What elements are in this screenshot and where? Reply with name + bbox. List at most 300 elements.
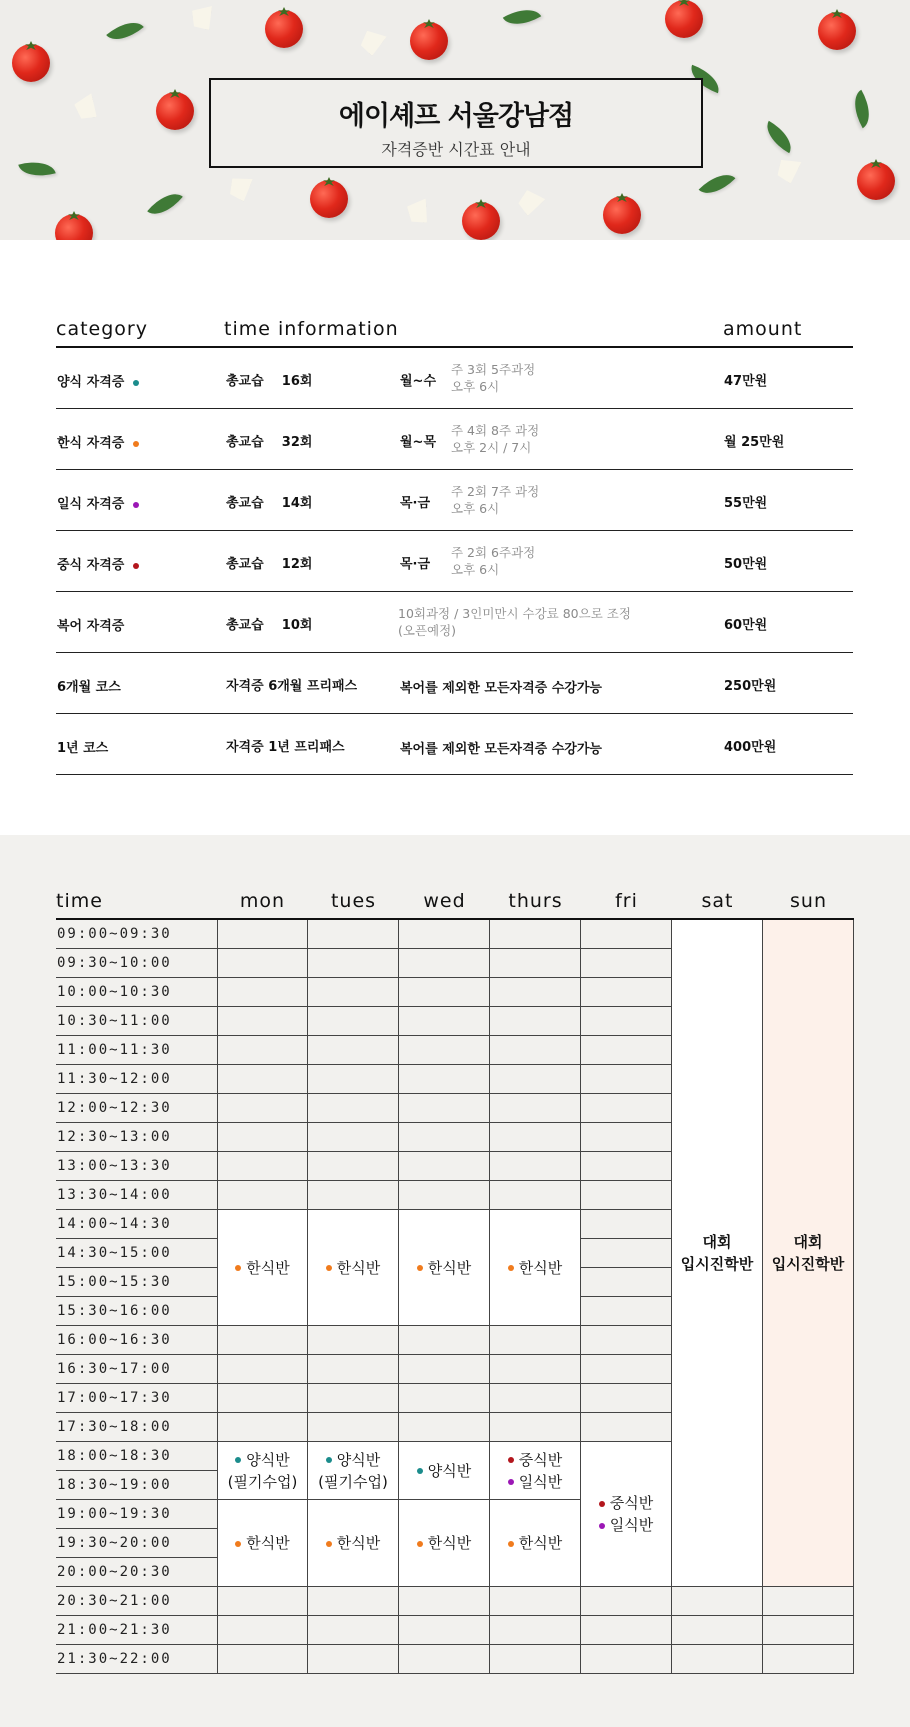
empty-time-cell <box>308 1326 399 1355</box>
tomato-decoration <box>818 12 856 50</box>
time-slot-label: 12:00~12:30 <box>56 1094 217 1123</box>
price-detail-line: 오후 2시 / 7시 <box>451 440 532 455</box>
empty-time-cell <box>399 1616 490 1645</box>
empty-time-cell <box>399 949 490 978</box>
empty-time-cell <box>308 1645 399 1674</box>
cheese-decoration <box>774 155 801 184</box>
price-category-label: 일식 자격증 <box>57 497 125 512</box>
class-dot-icon <box>326 1265 332 1271</box>
empty-time-cell <box>217 1587 308 1616</box>
price-category <box>57 432 139 451</box>
price-table-body <box>56 348 853 775</box>
price-detail-line: 오후 6시 <box>451 501 500 516</box>
price-detail-line: 10회과정 / 3인미만시 수강료 80으로 조정 <box>398 606 631 621</box>
class-line <box>417 1460 471 1482</box>
time-slot-label: 21:00~21:30 <box>56 1616 217 1645</box>
empty-time-cell <box>763 1645 854 1674</box>
empty-time-cell <box>490 978 581 1007</box>
class-name: 한식반 <box>246 1534 290 1552</box>
class-name: 한식반 <box>336 1258 381 1277</box>
class-block <box>490 1210 581 1326</box>
empty-time-cell <box>490 1587 581 1616</box>
price-amount: 250만원 <box>724 679 777 694</box>
class-dot-icon <box>417 1265 423 1271</box>
price-description: 복어를 제외한 모든자격증 수강가능 <box>400 681 602 696</box>
price-detail <box>451 361 535 395</box>
empty-time-cell <box>217 949 308 978</box>
empty-time-cell <box>217 1326 308 1355</box>
price-amount: 47만원 <box>724 374 768 389</box>
time-slot-label: 19:30~20:00 <box>56 1529 217 1558</box>
price-category <box>57 676 121 695</box>
leaf-decoration <box>760 121 798 154</box>
tomato-decoration <box>410 22 448 60</box>
price-row <box>56 470 853 531</box>
empty-time-cell <box>308 1152 399 1181</box>
timetable-header-time: time <box>56 890 103 912</box>
class-line <box>508 1257 562 1279</box>
time-slot-label: 21:30~22:00 <box>56 1645 217 1674</box>
empty-time-cell <box>217 1007 308 1036</box>
cheese-decoration <box>227 174 253 202</box>
class-dot-icon <box>417 1541 423 1547</box>
time-slot-label: 09:30~10:00 <box>56 949 217 978</box>
leaf-decoration <box>147 185 183 223</box>
class-name: 대회 <box>793 1233 823 1251</box>
time-slot-label: 10:30~11:00 <box>56 1007 217 1036</box>
class-name: 양식반 <box>427 1461 472 1480</box>
tomato-decoration <box>603 196 641 234</box>
price-detail <box>451 483 539 517</box>
class-block <box>581 1442 672 1587</box>
empty-time-cell <box>581 1587 672 1616</box>
empty-time-cell <box>490 1616 581 1645</box>
empty-time-cell <box>308 920 399 949</box>
leaf-decoration <box>18 156 56 182</box>
class-block <box>399 1210 490 1326</box>
empty-time-cell <box>581 1210 672 1239</box>
class-block <box>308 1210 399 1326</box>
empty-time-cell <box>581 1384 672 1413</box>
time-slot-label: 15:30~16:00 <box>56 1297 217 1326</box>
tomato-decoration <box>665 0 703 38</box>
empty-time-cell <box>217 1355 308 1384</box>
empty-time-cell <box>217 1413 308 1442</box>
empty-time-cell <box>490 1326 581 1355</box>
empty-time-cell <box>581 1036 672 1065</box>
empty-time-cell <box>581 949 672 978</box>
price-description: 복어를 제외한 모든자격증 수강가능 <box>400 742 602 757</box>
price-days: 월~수 <box>400 374 437 389</box>
empty-time-cell <box>490 1152 581 1181</box>
hero-title-box <box>209 78 703 168</box>
price-detail-line: 주 3회 5주과정 <box>451 362 536 377</box>
time-slot-label: 11:00~11:30 <box>56 1036 217 1065</box>
class-name: 중식반 <box>518 1450 563 1469</box>
empty-time-cell <box>399 1123 490 1152</box>
timetable-header-thurs: thurs <box>508 890 563 912</box>
time-slot-label: 18:00~18:30 <box>56 1442 217 1471</box>
price-amount: 55만원 <box>724 496 768 511</box>
class-name: 한식반 <box>427 1534 472 1552</box>
class-line <box>235 1449 289 1471</box>
page-subtitle: 자격증반 시간표 안내 <box>381 140 531 159</box>
amount-header: amount <box>723 318 803 340</box>
empty-time-cell <box>399 1094 490 1123</box>
empty-time-cell <box>217 920 308 949</box>
empty-time-cell <box>581 1065 672 1094</box>
empty-time-cell <box>672 1587 763 1616</box>
price-row <box>56 592 853 653</box>
empty-time-cell <box>399 1413 490 1442</box>
time-slot-label: 17:30~18:00 <box>56 1413 217 1442</box>
price-category <box>57 493 139 512</box>
class-name: 양식반 <box>336 1450 381 1469</box>
class-dot-icon <box>235 1541 241 1547</box>
class-dot-icon <box>235 1265 241 1271</box>
category-header: category <box>56 318 148 340</box>
class-name: 한식반 <box>427 1258 472 1277</box>
empty-time-cell <box>217 1152 308 1181</box>
tomato-decoration <box>156 92 194 130</box>
tomato-decoration <box>55 214 93 240</box>
empty-time-cell <box>763 1616 854 1645</box>
price-amount: 400만원 <box>724 740 777 755</box>
empty-time-cell <box>308 1123 399 1152</box>
cheese-decoration <box>515 186 546 217</box>
timetable-grid <box>56 920 854 1674</box>
empty-time-cell <box>581 1181 672 1210</box>
price-detail <box>398 605 631 639</box>
class-dot-icon <box>508 1457 514 1463</box>
empty-time-cell <box>490 1007 581 1036</box>
time-slot-label: 20:00~20:30 <box>56 1558 217 1587</box>
empty-time-cell <box>581 1007 672 1036</box>
price-row <box>56 653 853 714</box>
price-category-label: 복어 자격증 <box>57 619 125 634</box>
tomato-decoration <box>12 44 50 82</box>
time-slot-label: 11:30~12:00 <box>56 1065 217 1094</box>
price-detail-line: 주 2회 6주과정 <box>451 545 536 560</box>
price-days: 월~목 <box>400 435 437 450</box>
price-amount: 월 25만원 <box>724 435 785 450</box>
empty-time-cell <box>490 1094 581 1123</box>
empty-time-cell <box>399 920 490 949</box>
timetable-header-mon: mon <box>239 890 286 912</box>
empty-time-cell <box>217 1094 308 1123</box>
price-table-header <box>56 318 853 348</box>
empty-time-cell <box>490 1181 581 1210</box>
empty-time-cell <box>581 1413 672 1442</box>
leaf-decoration <box>699 166 736 203</box>
timetable-header-wed: wed <box>423 890 466 912</box>
empty-time-cell <box>308 1007 399 1036</box>
time-slot-label: 18:30~19:00 <box>56 1471 217 1500</box>
time-slot-label: 13:00~13:30 <box>56 1152 217 1181</box>
time-slot-label: 20:30~21:00 <box>56 1587 217 1616</box>
price-detail-line: 오후 6시 <box>451 562 500 577</box>
empty-time-cell <box>581 1355 672 1384</box>
price-total-lessons: 자격증 1년 프리패스 <box>226 740 345 755</box>
class-dot-icon <box>326 1457 332 1463</box>
leaf-decoration <box>106 13 144 49</box>
time-slot-label: 16:00~16:30 <box>56 1326 217 1355</box>
time-slot-label: 17:00~17:30 <box>56 1384 217 1413</box>
price-category <box>57 554 139 573</box>
empty-time-cell <box>490 1065 581 1094</box>
class-block <box>399 1442 490 1500</box>
class-line <box>228 1471 298 1493</box>
page-title: 에이셰프 서울강남점 <box>338 101 574 132</box>
class-line <box>326 1532 380 1554</box>
price-amount: 60만원 <box>724 618 768 633</box>
price-total-lessons: 총교습 10회 <box>226 618 313 633</box>
price-amount: 50만원 <box>724 557 768 572</box>
empty-time-cell <box>217 978 308 1007</box>
cheese-decoration <box>357 27 386 58</box>
class-line <box>794 1231 823 1253</box>
empty-time-cell <box>308 1094 399 1123</box>
time-slot-label: 12:30~13:00 <box>56 1123 217 1152</box>
timetable <box>56 885 854 1674</box>
class-line <box>599 1492 653 1514</box>
time-slot-label: 15:00~15:30 <box>56 1268 217 1297</box>
time-slot-label: 13:30~14:00 <box>56 1181 217 1210</box>
empty-time-cell <box>308 978 399 1007</box>
price-detail-line: 주 4회 8주 과정 <box>451 423 540 438</box>
class-block <box>763 920 854 1587</box>
empty-time-cell <box>672 1645 763 1674</box>
empty-time-cell <box>399 978 490 1007</box>
empty-time-cell <box>581 1326 672 1355</box>
time-slot-label: 09:00~09:30 <box>56 920 217 949</box>
timetable-header-fri: fri <box>615 890 638 912</box>
class-dot-icon <box>417 1468 423 1474</box>
tomato-decoration <box>265 10 303 48</box>
class-dot-icon <box>326 1541 332 1547</box>
empty-time-cell <box>217 1123 308 1152</box>
time-slot-label: 14:30~15:00 <box>56 1239 217 1268</box>
empty-time-cell <box>308 1384 399 1413</box>
empty-time-cell <box>581 1297 672 1326</box>
class-block <box>399 1500 490 1587</box>
empty-time-cell <box>308 1065 399 1094</box>
class-name: (필기수업) <box>318 1472 388 1491</box>
timetable-header-tues: tues <box>330 890 377 912</box>
time-slot-label: 10:00~10:30 <box>56 978 217 1007</box>
class-name: 한식반 <box>518 1534 563 1552</box>
class-name: 한식반 <box>246 1258 290 1277</box>
class-line <box>326 1257 380 1279</box>
class-name: 양식반 <box>246 1450 290 1469</box>
price-total-lessons: 총교습 12회 <box>226 557 313 572</box>
class-dot-icon <box>508 1265 514 1271</box>
empty-time-cell <box>217 1616 308 1645</box>
class-line <box>417 1257 471 1279</box>
empty-time-cell <box>399 1587 490 1616</box>
empty-time-cell <box>581 1268 672 1297</box>
price-category-label: 6개월 코스 <box>57 680 121 695</box>
category-dot-icon <box>133 380 139 386</box>
time-slot-label: 16:30~17:00 <box>56 1355 217 1384</box>
empty-time-cell <box>217 1065 308 1094</box>
class-dot-icon <box>599 1501 605 1507</box>
class-block <box>490 1442 581 1500</box>
class-block <box>490 1500 581 1587</box>
tomato-decoration <box>462 202 500 240</box>
price-row <box>56 531 853 592</box>
hero-banner <box>0 0 910 240</box>
price-total-lessons: 총교습 32회 <box>226 435 313 450</box>
class-line <box>318 1471 388 1493</box>
empty-time-cell <box>672 1616 763 1645</box>
category-dot-icon <box>133 502 139 508</box>
class-block <box>672 920 763 1587</box>
time-slot-label: 14:00~14:30 <box>56 1210 217 1239</box>
price-detail <box>451 422 539 456</box>
timetable-header-sun: sun <box>790 890 827 912</box>
leaf-decoration <box>503 1 541 34</box>
price-category <box>57 737 108 756</box>
class-line <box>599 1514 653 1536</box>
empty-time-cell <box>490 1123 581 1152</box>
empty-time-cell <box>308 1413 399 1442</box>
class-block <box>217 1442 308 1500</box>
price-row <box>56 348 853 409</box>
category-dot-icon <box>133 563 139 569</box>
empty-time-cell <box>217 1384 308 1413</box>
leaf-decoration <box>846 90 879 128</box>
class-name: 한식반 <box>518 1258 563 1277</box>
empty-time-cell <box>490 920 581 949</box>
empty-time-cell <box>399 1065 490 1094</box>
empty-time-cell <box>399 1181 490 1210</box>
tomato-decoration <box>857 162 895 200</box>
empty-time-cell <box>581 1123 672 1152</box>
cheese-decoration <box>72 93 99 122</box>
empty-time-cell <box>581 1152 672 1181</box>
timetable-header-sat: sat <box>701 890 734 912</box>
price-total-lessons: 총교습 14회 <box>226 496 313 511</box>
empty-time-cell <box>490 1413 581 1442</box>
price-total-lessons: 총교습 16회 <box>226 374 313 389</box>
class-name: 입시진학반 <box>771 1255 845 1273</box>
class-line <box>417 1532 471 1554</box>
price-category-label: 중식 자격증 <box>57 558 125 573</box>
empty-time-cell <box>763 1587 854 1616</box>
time-slot-label: 19:00~19:30 <box>56 1500 217 1529</box>
price-row <box>56 409 853 470</box>
price-detail-line: (오픈예정) <box>398 623 457 638</box>
cheese-decoration <box>406 198 430 225</box>
empty-time-cell <box>490 949 581 978</box>
empty-time-cell <box>308 1616 399 1645</box>
price-days: 목·금 <box>400 496 431 511</box>
empty-time-cell <box>581 1645 672 1674</box>
price-category-label: 양식 자격증 <box>57 375 125 390</box>
empty-time-cell <box>399 1384 490 1413</box>
class-name: 일식반 <box>609 1516 654 1534</box>
category-dot-icon <box>133 441 139 447</box>
price-category <box>57 615 124 634</box>
price-total-lessons: 자격증 6개월 프리패스 <box>226 679 358 694</box>
empty-time-cell <box>399 1152 490 1181</box>
class-dot-icon <box>235 1457 241 1463</box>
class-line <box>703 1231 732 1253</box>
price-days: 목·금 <box>400 557 431 572</box>
class-name: (필기수업) <box>227 1472 298 1491</box>
class-name: 한식반 <box>336 1534 381 1552</box>
empty-time-cell <box>399 1326 490 1355</box>
class-name: 일식반 <box>518 1472 563 1491</box>
class-line <box>235 1257 289 1279</box>
class-name: 대회 <box>702 1233 732 1251</box>
price-category-label: 1년 코스 <box>57 741 109 756</box>
empty-time-cell <box>308 1355 399 1384</box>
empty-time-cell <box>399 1645 490 1674</box>
empty-time-cell <box>308 1587 399 1616</box>
class-block <box>217 1210 308 1326</box>
class-line <box>508 1532 562 1554</box>
class-dot-icon <box>508 1541 514 1547</box>
price-category <box>57 371 139 390</box>
empty-time-cell <box>399 1007 490 1036</box>
price-row <box>56 714 853 775</box>
class-line <box>235 1532 289 1554</box>
class-line <box>772 1253 844 1275</box>
price-detail-line: 오후 6시 <box>451 379 500 394</box>
time-information-header: time information <box>224 318 399 340</box>
price-table <box>56 318 853 775</box>
cheese-decoration <box>192 6 212 30</box>
empty-time-cell <box>490 1355 581 1384</box>
empty-time-cell <box>581 978 672 1007</box>
class-dot-icon <box>508 1479 514 1485</box>
empty-time-cell <box>217 1645 308 1674</box>
empty-time-cell <box>308 949 399 978</box>
timetable-section <box>0 835 910 1727</box>
class-line <box>508 1471 562 1493</box>
empty-time-cell <box>490 1384 581 1413</box>
empty-time-cell <box>217 1036 308 1065</box>
empty-time-cell <box>581 1616 672 1645</box>
class-block <box>217 1500 308 1587</box>
empty-time-cell <box>308 1181 399 1210</box>
class-name: 입시진학반 <box>680 1255 754 1273</box>
class-dot-icon <box>599 1523 605 1529</box>
timetable-header <box>56 885 854 920</box>
class-line <box>681 1253 753 1275</box>
empty-time-cell <box>399 1355 490 1384</box>
class-line <box>508 1449 562 1471</box>
empty-time-cell <box>217 1181 308 1210</box>
price-detail <box>451 544 535 578</box>
empty-time-cell <box>581 920 672 949</box>
tomato-decoration <box>310 180 348 218</box>
empty-time-cell <box>490 1036 581 1065</box>
empty-time-cell <box>308 1036 399 1065</box>
class-line <box>326 1449 380 1471</box>
class-block <box>308 1442 399 1500</box>
class-block <box>308 1500 399 1587</box>
empty-time-cell <box>581 1239 672 1268</box>
empty-time-cell <box>490 1645 581 1674</box>
class-name: 중식반 <box>609 1494 654 1512</box>
price-detail-line: 주 2회 7주 과정 <box>451 484 540 499</box>
empty-time-cell <box>581 1094 672 1123</box>
price-category-label: 한식 자격증 <box>57 436 125 451</box>
empty-time-cell <box>399 1036 490 1065</box>
